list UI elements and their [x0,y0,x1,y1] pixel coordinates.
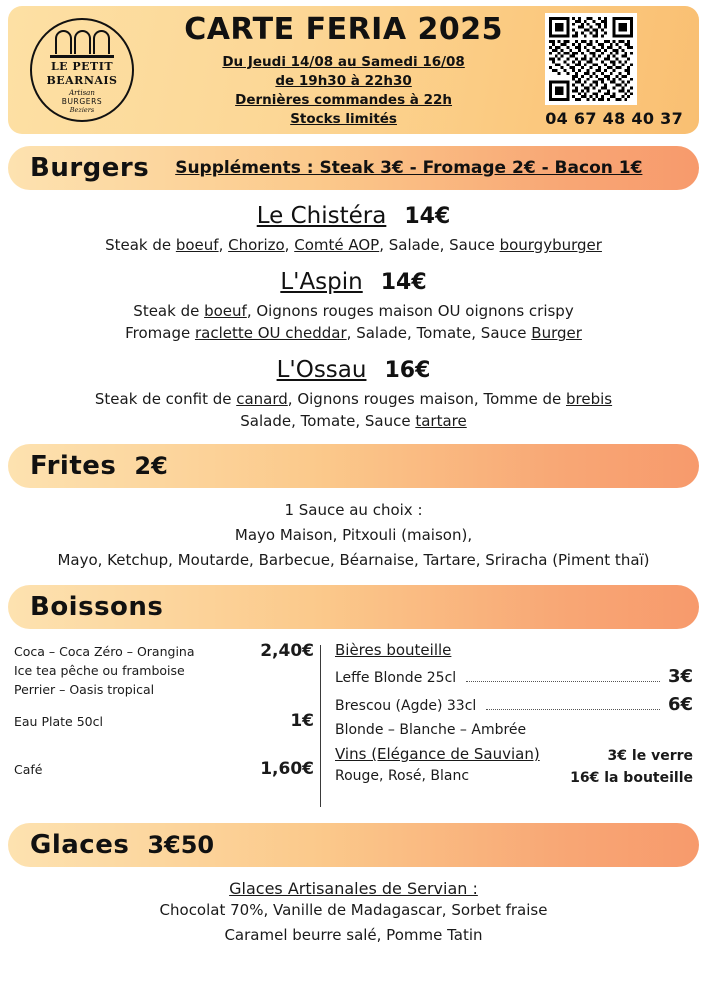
glaces-price: 3€50 [147,831,215,859]
burger-item [8,269,699,344]
section-header-frites [8,444,699,488]
header-text-block [142,12,545,129]
section-title-frites: Frites [30,451,117,481]
wines-description: Rouge, Rosé, Blanc [335,768,470,784]
header-last-orders: Dernières commandes à 22h [235,91,453,108]
drink-names [14,642,195,699]
beer-label: Brescou (Agde) 33cl [335,698,477,714]
section-header-boissons [8,585,699,629]
beer-price: 3€ [667,666,693,687]
drink-name: Café [14,762,43,777]
glaces-flavors-line-1: Chocolat 70%, Vanille de Madagascar, Sorbet fraise [159,901,548,919]
wine-price-glass: 3€ le verre [607,748,693,764]
qr-block [545,13,683,128]
burger-list [8,203,699,432]
drink-names [14,712,103,731]
logo-artisan-text: Artisan [69,89,95,97]
burger-description: Steak de boeuf, Oignons rouges maison OU oignons crispy Fromage raclette OU cheddar, Salade, Tomate, Sauce Burger [125,302,582,342]
drinks-divider [320,645,321,807]
glaces-details [8,879,699,948]
section-header-burgers [8,146,699,190]
qr-code-icon[interactable] [545,13,637,105]
burger-price: 14€ [404,204,451,229]
logo-name-line1: LE PETIT [50,60,114,73]
beer-varieties: Blonde – Blanche – Ambrée [335,722,527,738]
wines-block [335,745,693,789]
burger-name: Le Chistéra [256,203,387,229]
section-title-boissons: Boissons [30,592,164,622]
drink-name: Ice tea pêche ou framboise [14,663,185,678]
logo-circle [30,18,134,122]
drinks-alcohol-column [335,641,693,811]
logo-burgers-text: BURGERS [61,97,103,106]
frites-price: 2€ [134,452,168,480]
drinks-block [8,641,699,811]
header-banner [8,6,699,134]
logo-name-line2: BEARNAIS [46,74,118,87]
dotted-leader [466,672,660,682]
header-hours: de 19h30 à 22h30 [275,72,412,89]
beer-label: Leffe Blonde 25cl [335,670,457,686]
header-stocks: Stocks limités [290,110,397,127]
burger-price: 14€ [380,270,427,295]
drink-name: Coca – Coca Zéro – Orangina [14,644,195,659]
arches-icon [51,28,113,54]
frites-sauce-title: 1 Sauce au choix : [284,501,423,519]
beers-title: Bières bouteille [335,641,452,659]
wines-title: Vins (Elégance de Sauvian) [335,745,540,763]
frites-sauces [8,498,699,573]
burger-item [8,203,699,256]
drinks-softs-column [14,641,314,811]
page-title: CARTE FERIA 2025 [184,11,503,47]
beer-row [335,666,693,687]
section-title-burgers: Burgers [30,153,150,183]
menu-page [0,6,707,1006]
burger-price: 16€ [384,358,431,383]
drink-name: Perrier – Oasis tropical [14,682,155,697]
burger-description: Steak de boeuf, Chorizo, Comté AOP, Salade, Sauce bourgyburger [105,236,602,254]
burger-description: Steak de confit de canard, Oignons rouges maison, Tomme de brebis Salade, Tomate, Sauce tartare [94,390,613,430]
drink-price: 1€ [290,711,314,731]
logo-bar [50,55,114,58]
frites-sauce-line-2: Mayo, Ketchup, Moutarde, Barbecue, Béarnaise, Tartare, Sriracha (Piment thaï) [57,551,650,569]
drink-group [14,711,314,731]
logo-city-text: Beziers [69,106,95,114]
drink-name: Eau Plate 50cl [14,714,103,729]
section-header-glaces [8,823,699,867]
phone-number[interactable]: 04 67 48 40 37 [545,108,683,128]
section-title-glaces: Glaces [30,830,130,860]
glaces-flavors-line-2: Caramel beurre salé, Pomme Tatin [224,926,483,944]
drink-group [14,759,314,779]
dotted-leader [486,700,660,710]
wine-price-bottle: 16€ la bouteille [570,770,693,786]
restaurant-logo [22,14,142,126]
glaces-subtitle: Glaces Artisanales de Servian : [229,879,478,898]
beer-row [335,694,693,715]
drink-price: 2,40€ [260,641,314,661]
burger-item [8,357,699,432]
drink-names [14,760,42,779]
frites-sauce-line-1: Mayo Maison, Pitxouli (maison), [234,526,473,544]
drink-group [14,641,314,699]
drink-price: 1,60€ [260,759,314,779]
beer-price: 6€ [667,694,693,715]
header-dates: Du Jeudi 14/08 au Samedi 16/08 [222,53,465,70]
burger-name: L'Aspin [280,269,363,295]
burger-name: L'Ossau [276,357,367,383]
burger-supplements: Suppléments : Steak 3€ - Fromage 2€ - Bacon 1€ [175,158,643,178]
